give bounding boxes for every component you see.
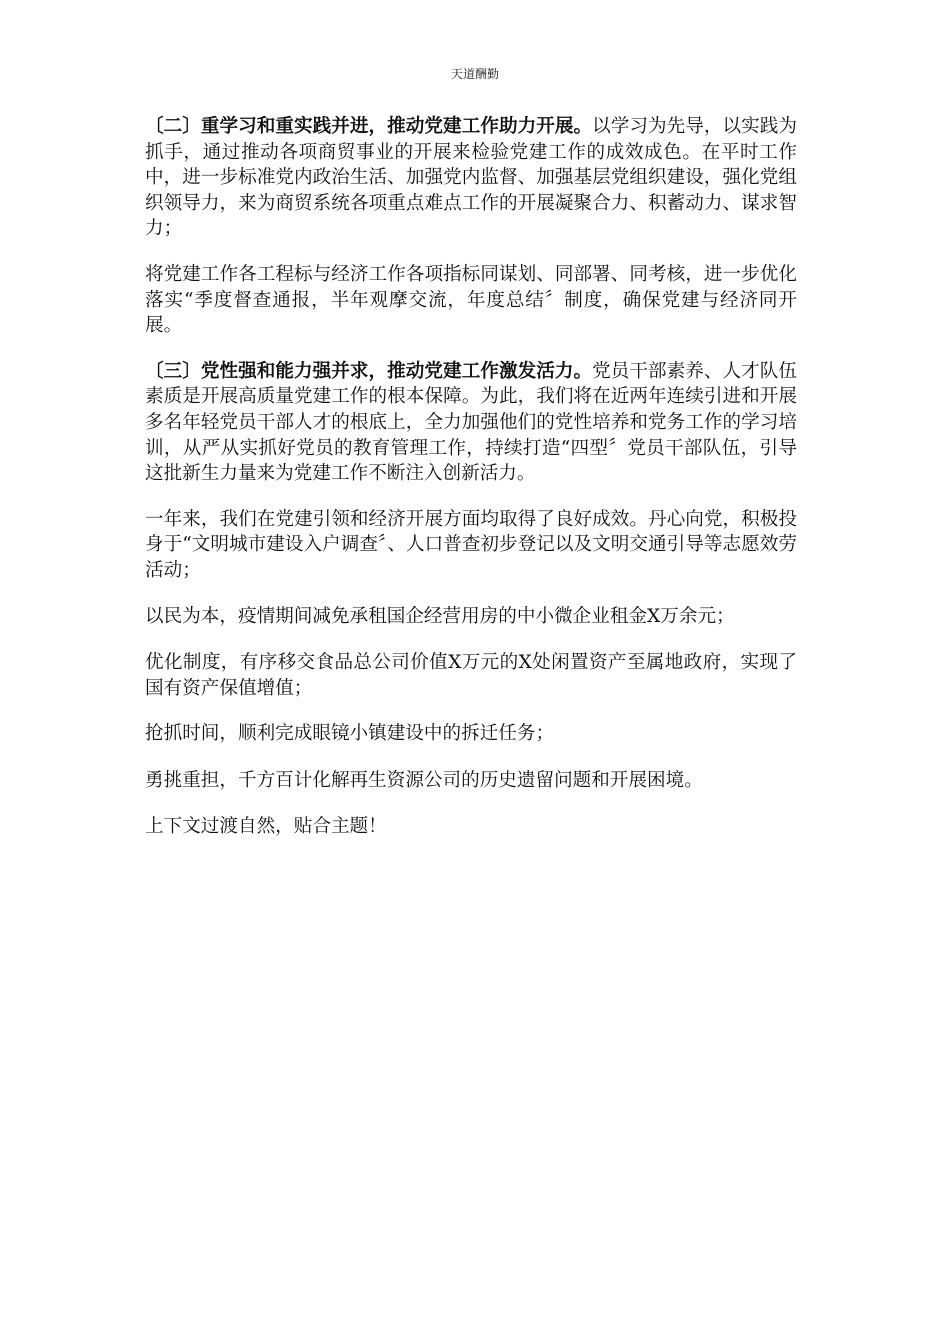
paragraph-indicators xyxy=(145,262,797,339)
page-header: 天道酬勤 xyxy=(450,67,499,81)
paragraph-achievements xyxy=(145,507,797,584)
paragraph-rent-relief xyxy=(145,604,797,630)
paragraph-text: 抢抓时间，顺利完成眼镜小镇建设中的拆迁任务； xyxy=(145,723,555,745)
paragraph-text: 上下文过渡自然，贴合主题！ xyxy=(145,816,387,838)
document-body xyxy=(145,114,797,861)
paragraph-closing-remark xyxy=(145,814,797,840)
paragraph-text: 以学习为先导，以实践为抓手，通过推动各项商贸事业的开展来检验党建工作的成效成色。在平时工作中，进一步标准党内政治生活、加强党内监督、加强基层党组织建设，强化党组织领导力，来为商贸系统各项重点难点工作的开展凝聚合力、积蓄动力、谋求智力； xyxy=(145,116,797,240)
paragraph-text: 一年来，我们在党建引领和经济开展方面均取得了良好成效。丹心向党，积极投身于“文明城市建设入户调查〞、人口普查初步登记以及文明交通引导等志愿效劳活动； xyxy=(145,508,797,581)
paragraph-text: 优化制度，有序移交食品总公司价值X万元的X处闲置资产至属地政府，实现了国有资产保值增值； xyxy=(145,652,797,699)
paragraph-text: 将党建工作各工程标与经济工作各项指标同谋划、同部署、同考核，进一步优化落实“季度督查通报，半年观摩交流，年度总结〞制度，确保党建与经济同开展。 xyxy=(145,263,797,337)
paragraph-legacy-issues xyxy=(145,768,797,794)
paragraph-text: 以民为本，疫情期间减免承租国企经营用房的中小微企业租金X万余元； xyxy=(145,605,735,627)
paragraph-text: 勇挑重担，千方百计化解再生资源公司的历史遗留问题和开展困境。 xyxy=(145,769,703,791)
paragraph-demolition xyxy=(145,721,797,747)
paragraph-section-two xyxy=(145,114,797,242)
section-heading: 〔三〕党性强和能力强并求，推动党建工作激发活力。 xyxy=(145,360,593,382)
paragraph-section-three xyxy=(145,359,797,487)
paragraph-text: 党员干部素养、人才队伍素质是开展高质量党建工作的根本保障。为此，我们将在近两年连续引进和开展多名年轻党员干部人才的根底上，全力加强他们的党性培养和党务工作的学习培训，从严从实抓好党员的教育管理工作，持续打造“四型〞党员干部队伍，引导这批新生力量来为党建工作不断注入创新活力。 xyxy=(145,360,797,485)
section-heading: 〔二〕重学习和重实践并进，推动党建工作助力开展。 xyxy=(145,116,593,137)
paragraph-asset-transfer xyxy=(145,650,797,701)
